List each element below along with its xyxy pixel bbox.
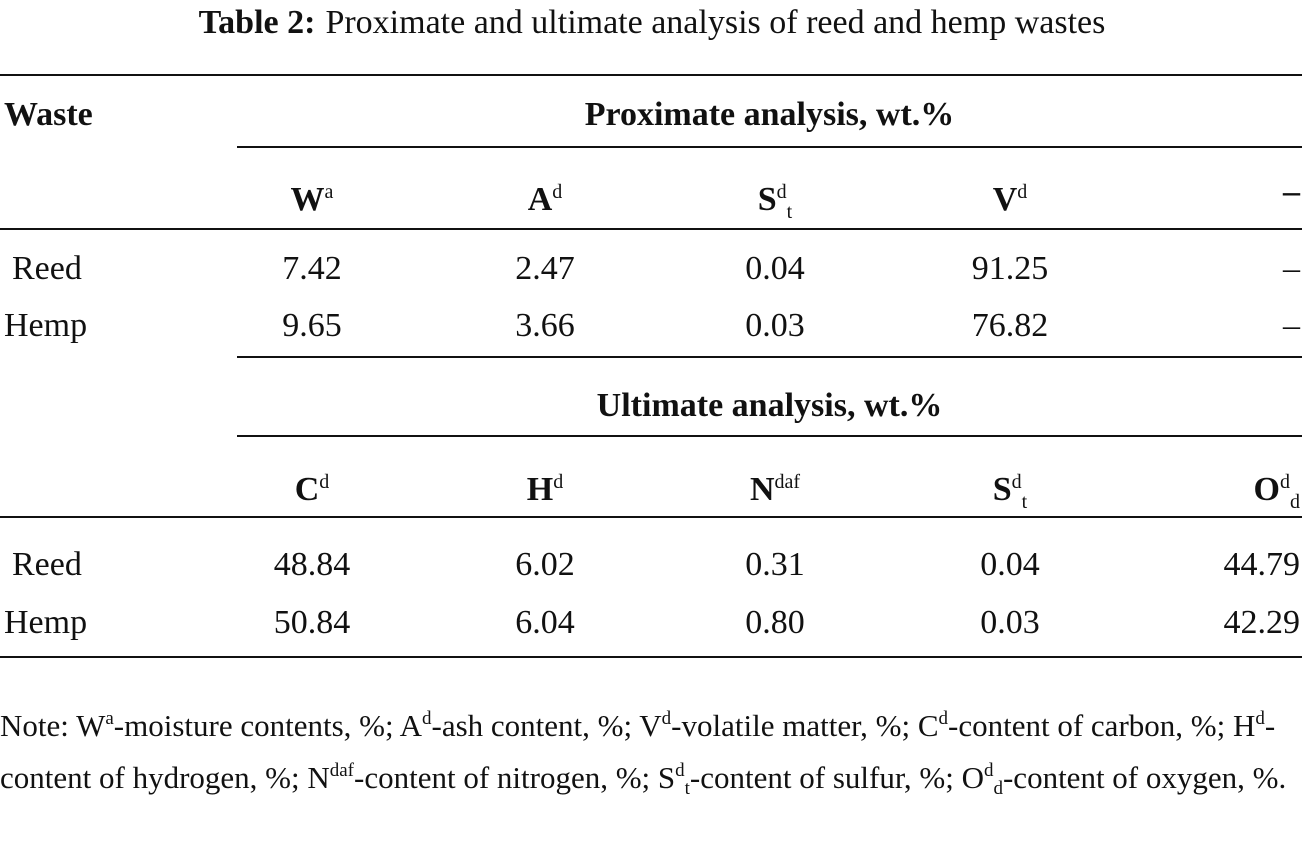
note-symbol: A bbox=[399, 708, 422, 743]
proximate-header-rule bbox=[237, 146, 1302, 148]
bottom-rule bbox=[0, 656, 1302, 658]
ultimate-column-header bbox=[1100, 462, 1300, 522]
table-caption bbox=[0, 0, 1304, 46]
proximate-table-cell: 7.42 bbox=[282, 250, 342, 287]
note-symbol: H bbox=[1232, 708, 1256, 743]
ultimate-column-header bbox=[930, 462, 1090, 522]
proximate-column-header-sub: t bbox=[786, 201, 793, 223]
note-description: -ash content, %; bbox=[431, 708, 640, 743]
ultimate-column-header-sup: daf bbox=[774, 471, 801, 493]
note-prefix: Note: bbox=[0, 708, 77, 743]
proximate-column-header-base: S bbox=[757, 181, 777, 218]
proximate-column-header-base: W bbox=[290, 181, 325, 218]
note-symbol: O bbox=[961, 760, 984, 795]
top-rule bbox=[0, 74, 1302, 76]
ultimate-row-name: Hemp bbox=[4, 604, 88, 641]
note-symbol: W bbox=[76, 708, 106, 743]
table-label: Table 2: bbox=[198, 4, 316, 41]
ultimate-table-cell: 42.29 bbox=[1223, 604, 1300, 641]
note-description: -volatile matter, %; bbox=[671, 708, 918, 743]
ultimate-table-cell: 48.84 bbox=[273, 546, 351, 583]
note-symbol: C bbox=[917, 708, 939, 743]
proximate-column-header-base: – bbox=[1283, 173, 1300, 210]
note-symbol-sup: d bbox=[983, 760, 994, 781]
proximate-columns-rule bbox=[0, 228, 1302, 230]
ultimate-column-header-sub: d bbox=[1290, 491, 1300, 513]
proximate-column-header bbox=[465, 172, 625, 220]
note-item bbox=[639, 708, 918, 743]
note-item bbox=[961, 760, 1287, 799]
note-symbol-sub: d bbox=[993, 778, 1003, 799]
proximate-table-cell: – bbox=[1283, 250, 1300, 287]
proximate-table-cell: 0.03 bbox=[745, 307, 805, 344]
note-symbol: V bbox=[639, 708, 662, 743]
proximate-table-cell: – bbox=[1283, 307, 1300, 344]
ultimate-table-cell: 0.31 bbox=[745, 546, 805, 583]
note-item bbox=[76, 708, 400, 743]
ultimate-column-header-base: H bbox=[526, 471, 554, 508]
ultimate-table-cell: 44.79 bbox=[1223, 546, 1300, 583]
ultimate-column-header-base: S bbox=[992, 471, 1012, 508]
note-symbol-sup: d bbox=[1255, 708, 1265, 729]
ultimate-column-header-sup: d bbox=[1011, 471, 1022, 493]
proximate-column-header bbox=[1100, 172, 1300, 212]
proximate-column-header-base: A bbox=[527, 181, 553, 218]
note-symbol-sub: t bbox=[684, 778, 690, 799]
note-item bbox=[657, 760, 962, 799]
ultimate-table-cell: 0.04 bbox=[980, 546, 1040, 583]
proximate-column-header-sup: d bbox=[552, 181, 563, 203]
ultimate-column-header-sup: d bbox=[553, 471, 564, 493]
ultimate-column-header bbox=[695, 462, 855, 510]
proximate-table-cell: 91.25 bbox=[971, 250, 1049, 287]
note-symbol-sup: a bbox=[105, 708, 114, 729]
note-description: -moisture contents, %; bbox=[113, 708, 400, 743]
note-symbol: S bbox=[657, 760, 676, 795]
note-symbol-sup: daf bbox=[329, 760, 354, 781]
note-symbol: N bbox=[307, 760, 330, 795]
ultimate-column-header-base: O bbox=[1253, 471, 1280, 508]
ultimate-column-header-base: N bbox=[749, 471, 775, 508]
ultimate-table-cell: 6.04 bbox=[515, 604, 575, 641]
table-title: Proximate and ultimate analysis of reed and hemp wastes bbox=[325, 4, 1106, 41]
ultimate-table-cell: 6.02 bbox=[515, 546, 575, 583]
ultimate-header: Ultimate analysis, wt.% bbox=[596, 387, 943, 424]
note-item bbox=[307, 760, 658, 795]
proximate-table-cell: 0.04 bbox=[745, 250, 805, 287]
proximate-column-header bbox=[232, 172, 392, 220]
waste-header: Waste bbox=[4, 96, 93, 133]
ultimate-column-header-sub: t bbox=[1021, 491, 1028, 513]
note-description: -content of nitrogen, %; bbox=[354, 760, 658, 795]
proximate-table-cell: 2.47 bbox=[515, 250, 575, 287]
ultimate-table-cell: 50.84 bbox=[273, 604, 351, 641]
table-note bbox=[0, 696, 1300, 811]
ultimate-row-name: Reed bbox=[12, 546, 82, 583]
note-item bbox=[918, 708, 1233, 743]
note-symbol-sup: d bbox=[675, 760, 685, 781]
ultimate-column-header-sup: d bbox=[319, 471, 330, 493]
ultimate-table-cell: 0.03 bbox=[980, 604, 1040, 641]
note-item bbox=[400, 708, 640, 743]
ultimate-column-header bbox=[232, 462, 392, 510]
proximate-table-cell: 76.82 bbox=[971, 307, 1049, 344]
note-description: -content of hydrogen, %; bbox=[0, 708, 1276, 795]
proximate-column-header bbox=[695, 172, 855, 232]
proximate-row-name: Reed bbox=[12, 250, 82, 287]
proximate-table-cell: 3.66 bbox=[515, 307, 575, 344]
ultimate-column-header-base: C bbox=[294, 471, 320, 508]
proximate-header: Proximate analysis, wt.% bbox=[584, 96, 955, 133]
proximate-bottom-rule bbox=[237, 356, 1302, 358]
ultimate-column-header bbox=[465, 462, 625, 510]
note-symbol-sup: d bbox=[422, 708, 432, 729]
ultimate-column-header-sup: d bbox=[1280, 471, 1290, 493]
note-description: -content of oxygen, %. bbox=[1002, 760, 1287, 795]
ultimate-header-rule bbox=[237, 435, 1302, 437]
note-description: -content of carbon, %; bbox=[948, 708, 1233, 743]
note-symbol-sup: d bbox=[661, 708, 672, 729]
proximate-column-header bbox=[930, 172, 1090, 220]
ultimate-table-cell: 0.80 bbox=[745, 604, 805, 641]
note-symbol-sup: d bbox=[938, 708, 949, 729]
proximate-column-header-sup: d bbox=[776, 181, 787, 203]
proximate-column-header-base: V bbox=[992, 181, 1018, 218]
proximate-column-header-sup: a bbox=[324, 181, 334, 203]
note-description: -content of sulfur, %; bbox=[689, 760, 962, 795]
proximate-column-header-sup: d bbox=[1017, 181, 1028, 203]
proximate-row-name: Hemp bbox=[4, 307, 88, 344]
proximate-table-cell: 9.65 bbox=[282, 307, 342, 344]
